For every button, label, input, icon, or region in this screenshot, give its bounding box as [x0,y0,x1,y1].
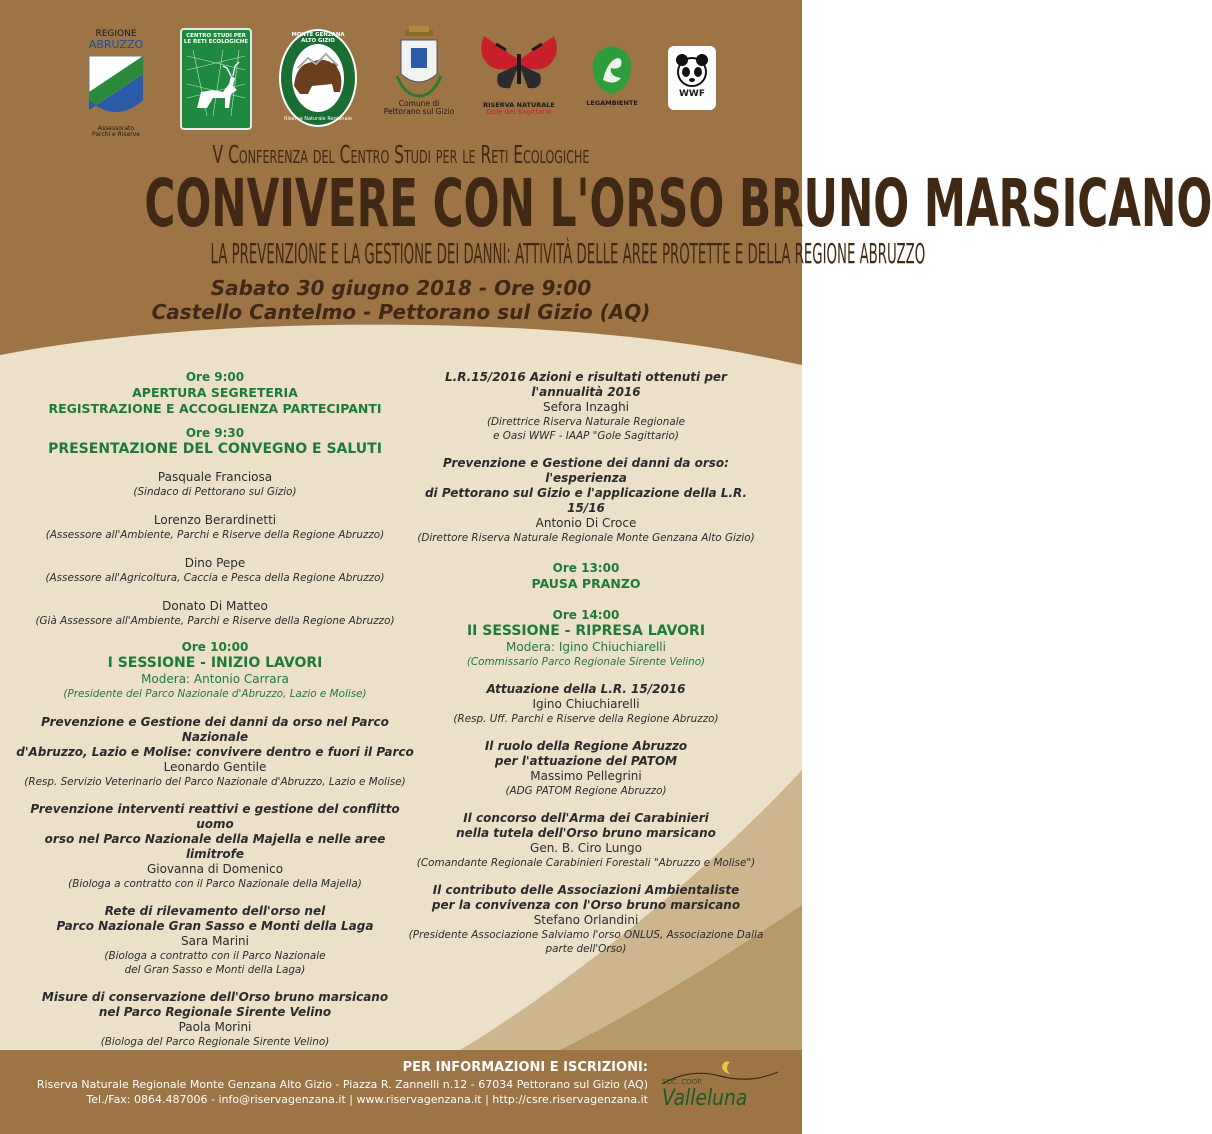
right-column [408,370,764,956]
block-session-1 [16,640,414,701]
talk-speaker: Massimo Pellegrini [530,769,642,783]
logo-wwf [668,46,716,110]
footer [0,1050,802,1134]
talk-title-line2: di Pettorano sul Gizio e l'applicazione della L.R. 15/16 [424,486,748,515]
comune-crest-icon [395,26,443,98]
session-1-moderator: Modera: Antonio Carrara [141,672,289,686]
talk-title: Attuazione della L.R. 15/2016 [486,682,686,696]
talk-title-line1: Il concorso dell'Arma dei Carabinieri [463,811,709,825]
talk-speaker-role-line2: e Oasi WWF - IAAP "Gole Sagittario) [493,430,679,442]
footer-contacts: Tel./Fax: 0864.487006 - info@riservagenzana.it | www.riservagenzana.it | http://csre.riservagenzana.it [86,1093,648,1106]
talk-speaker-role-line1: (Direttrice Riserva Naturale Regionale [486,416,686,428]
subtitle: LA PREVENZIONE E LA GESTIONE DEI DANNI: ATTIVITÀ DELLE AREE PROTETTE E DELLA REGIONE ABRUZZO [210,237,926,270]
header [0,140,1212,324]
footer-address: Riserva Naturale Regionale Monte Genzana Alto Gizio - Piazza R. Zannelli n.12 - 67034 Pettorano sul Gizio (AQ) [36,1078,648,1091]
talk-speaker: Gen. B. Ciro Lungo [530,841,642,855]
wwf-caption: WWF [678,89,705,99]
logo-riserva-sagittario [474,30,564,116]
sagittario-line2: Gole del Sagittario [486,107,552,116]
presentation-time: Ore 9:30 [185,426,245,440]
logo-comune-pettorano [382,26,456,116]
talk-speaker-role-line1: (Presidente Associazione Salviamo l'orso ONLUS, Associazione Dalla [408,929,764,941]
talk-r1 [408,370,764,443]
talk-4 [16,990,414,1049]
speaker-name: Donato Di Matteo [162,599,268,613]
talk-speaker: Giovanna di Domenico [146,862,284,876]
talk-title-line2: Parco Nazionale Gran Sasso e Monti della Laga [56,919,374,933]
lunch-title: PAUSA PRANZO [531,576,641,591]
regione-abruzzo-emblem-icon [87,54,145,122]
talk-speaker-role: (Resp. Uff. Parchi e Riserve della Regione Abruzzo) [453,713,719,725]
logo-monte-genzana [278,28,358,128]
block-lunch [408,561,764,592]
centro-studi-text-line2: LE RETI ECOLOGICHE [183,38,249,45]
talk-title-line2: per l'attuazione del PATOM [494,754,678,768]
left-column [16,370,414,1049]
talk-speaker-role: (Comandante Regionale Carabinieri Forestali "Abruzzo e Molise") [416,857,756,869]
panda-icon [672,50,712,90]
speaker-role: (Sindaco di Pettorano sul Gizio) [133,486,297,498]
talk-speaker: Paola Morini [178,1020,252,1034]
talk-title-line2: nel Parco Regionale Sirente Velino [98,1005,332,1019]
session-2-title: II SESSIONE - RIPRESA LAVORI [466,623,706,639]
talk-title-line2: nella tutela dell'Orso bruno marsicano [456,826,716,840]
speaker-name: Pasquale Franciosa [157,470,273,484]
talk-title: L.R.15/2016 Azioni e risultati ottenuti per l'annualità 2016 [445,370,727,399]
legambiente-swan-icon [587,44,637,96]
coop-name: Valleluna [662,1086,748,1111]
talk-speaker: Sara Marini [181,934,249,948]
talk-speaker-role: (ADG PATOM Regione Abruzzo) [505,785,667,797]
talk-r2 [408,456,764,545]
talk-speaker: Stefano Orlandini [533,913,639,927]
monte-genzana-top-text: MONTE GENZANA ALTO GIZIO [291,32,345,44]
talk-speaker-role: (Direttore Riserva Naturale Regionale Monte Genzana Alto Gizio) [417,532,755,544]
speaker-1 [16,470,414,499]
logo-legambiente [582,44,642,107]
venue-line: Castello Cantelmo - Pettorano sul Gizio (AQ) [151,300,651,324]
deer-network-icon [183,46,249,122]
speaker-role: (Assessore all'Agricoltura, Caccia e Pesca della Regione Abruzzo) [45,572,385,584]
speaker-3 [16,556,414,585]
talk-title-line1: Il ruolo della Regione Abruzzo [484,739,688,753]
talk-speaker-role-line2: del Gran Sasso e Monti della Laga) [124,964,306,976]
logo-valleluna [660,1058,780,1118]
talk-title-line1: Prevenzione interventi reattivi e gestione del conflitto uomo [30,802,400,831]
opening-time: Ore 9:00 [185,370,245,384]
speaker-role: (Assessore all'Ambiente, Parchi e Riserve della Regione Abruzzo) [45,529,385,541]
sagittario-line1: RISERVA NATURALE [483,101,555,109]
presentation-title: PRESENTAZIONE DEL CONVEGNO E SALUTI [48,441,382,457]
regione-title-line1: REGIONE [95,29,137,39]
talk-speaker-role-line1: (Biologa a contratto con il Parco Nazionale [104,950,326,962]
talk-speaker-role: (Biologa del Parco Regionale Sirente Velino) [100,1036,330,1048]
coop-small: SOC. COOP. [662,1078,703,1086]
regione-caption-line2: Parchi e Riserve [92,131,140,139]
talk-title-line1: Rete di rilevamento dell'orso nel [104,904,326,918]
talk-r4 [408,739,764,798]
talk-speaker-role-line2: parte dell'Orso) [545,943,627,955]
talk-r6 [408,883,764,956]
opening-line2: REGISTRAZIONE E ACCOGLIENZA PARTECIPANTI [48,401,382,416]
speaker-name: Lorenzo Berardinetti [153,513,277,527]
talk-1 [16,715,414,789]
speaker-role: (Già Assessore all'Ambiente, Parchi e Riserve della Regione Abruzzo) [35,615,395,627]
speaker-4 [16,599,414,628]
talk-speaker-role: (Biologa a contratto con il Parco Nazionale della Majella) [68,878,362,890]
talk-title-line1: Misure di conservazione dell'Orso bruno marsicano [41,990,389,1004]
main-title: CONVIVERE CON L'ORSO BRUNO MARSICANO [144,165,1212,242]
talk-speaker: Igino Chiuchiarelli [532,697,640,711]
session-2-moderator-role: (Commissario Parco Regionale Sirente Velino) [466,656,706,668]
block-presentation [16,426,414,458]
talk-2 [16,802,414,891]
block-session-2 [408,608,764,669]
speaker-2 [16,513,414,542]
conference-title: V Conferenza del Centro Studi per le Reti Ecologiche [212,140,590,169]
talk-title-line1: Prevenzione e Gestione dei danni da orso: l'esperienza [443,456,729,485]
regione-title-line2: ABRUZZO [88,38,144,52]
regione-caption-line1: Assessorato [97,124,135,132]
monte-genzana-bottom-text: Riserva Naturale Regionale [284,116,352,122]
opening-line1: APERTURA SEGRETERIA [132,385,298,400]
talk-title-line1: Prevenzione e Gestione dei danni da orso nel Parco Nazionale [41,715,389,744]
talk-speaker: Leonardo Gentile [163,760,267,774]
legambiente-caption: LEGAMBIENTE [586,99,638,107]
session-1-moderator-role: (Presidente del Parco Nazionale d'Abruzzo, Lazio e Molise) [63,688,367,700]
talk-title-line2: orso nel Parco Nazionale della Majella e nelle aree limitrofe [44,832,386,861]
logo-centro-studi [180,28,252,130]
talk-r5 [408,811,764,870]
session-2-time: Ore 14:00 [552,608,620,622]
talk-speaker: Sefora Inzaghi [542,400,630,414]
talk-speaker-role: (Resp. Servizio Veterinario del Parco Nazionale d'Abruzzo, Lazio e Molise) [24,776,406,788]
session-1-title: I SESSIONE - INIZIO LAVORI [107,655,323,671]
session-1-time: Ore 10:00 [181,640,249,654]
comune-caption-line1: Comune di [398,99,440,108]
centro-studi-text-line1: CENTRO STUDI PER [186,33,246,39]
date-line: Sabato 30 giugno 2018 - Ore 9:00 [210,276,592,300]
session-2-moderator: Modera: Igino Chiuchiarelli [506,640,666,654]
butterfly-icon [476,30,562,102]
footer-info [37,1059,648,1107]
talk-r3 [408,682,764,726]
comune-caption-line2: Pettorano sul Gizio [383,106,455,116]
speaker-name: Dino Pepe [184,556,246,570]
talk-title-line1: Il contributo delle Associazioni Ambientaliste [432,883,740,897]
talk-title-line2: d'Abruzzo, Lazio e Molise: convivere dentro e fuori il Parco [16,745,414,759]
talk-title-line2: per la convivenza con l'Orso bruno marsicano [431,898,741,912]
talk-speaker: Antonio Di Croce [535,516,637,530]
block-opening [16,370,414,417]
footer-heading: PER INFORMAZIONI E ISCRIZIONI: [402,1060,648,1075]
lunch-time: Ore 13:00 [552,561,620,575]
logo-regione-abruzzo [76,30,156,139]
talk-3 [16,904,414,977]
